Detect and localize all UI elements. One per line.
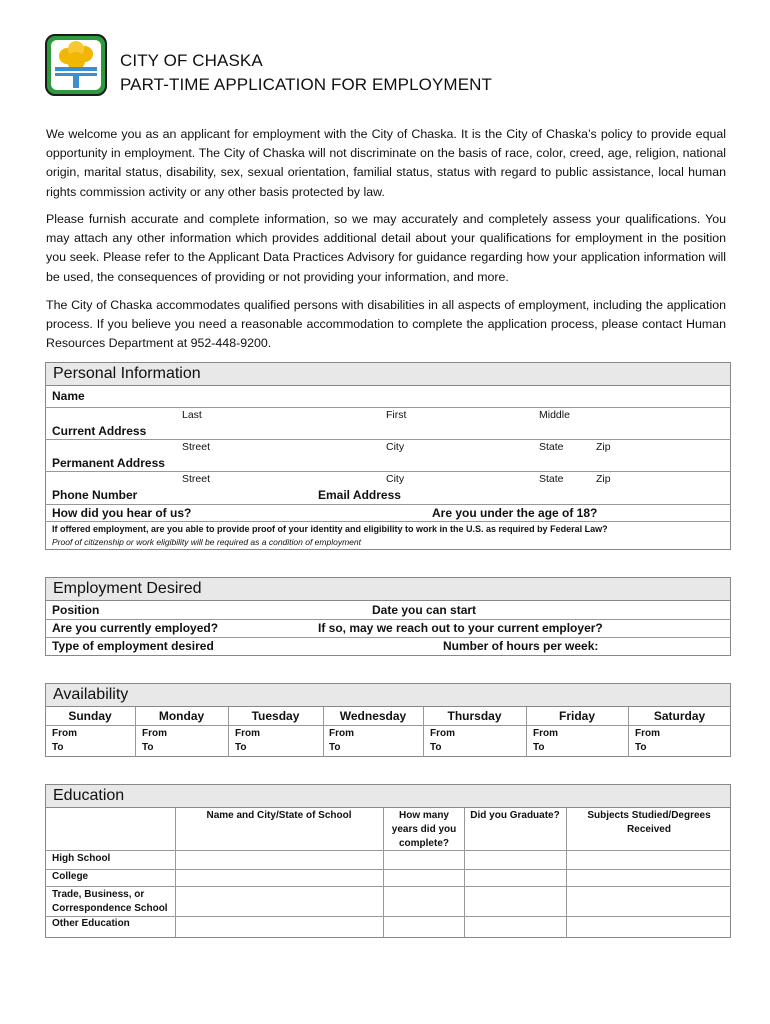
thursday-to: To (430, 742, 442, 753)
monday-from: From (142, 728, 167, 739)
permanent-address-label: Permanent Address (52, 456, 165, 470)
row-high-school: High School (52, 853, 111, 864)
hear-label: How did you hear of us? (52, 506, 192, 520)
tuesday-to: To (235, 742, 247, 753)
name-label: Name (52, 389, 85, 403)
friday-from: From (533, 728, 558, 739)
state-label-permanent: State (539, 473, 564, 485)
day-sunday: Sunday (68, 709, 112, 723)
intro-paragraph-2: Please furnish accurate and complete information, so we may accurately and completely assess your qualifications. You may attach any other information which provides additional detail about your qualifications for employment in the position you seek. Please refer to the Applicant Data Practices Advisory for guidance regarding how your application information will be used, the consequences of providing or not providing your information, and more. (46, 212, 726, 284)
col-years-header: How many years did you complete? (391, 810, 457, 849)
proof-question: If offered employment, are you able to provide proof of your identity and eligibility to work in the U.S. as required by Federal Law? (52, 524, 608, 534)
currently-employed-label: Are you currently employed? (52, 621, 219, 635)
sunday-to: To (52, 742, 64, 753)
friday-to: To (533, 742, 545, 753)
intro-paragraph-1: We welcome you as an applicant for employment with the City of Chaska. It is the City of Chaska’s policy to provide equal opportunity in employment. The City of Chaska will not discriminate on the basis of race, color, creed, age, religion, national origin, marital status, disability, sex, sexual orientation, familial status, status with regard to public assistance, local human rights commission activity or any other basis protected by law. (46, 127, 726, 199)
current-address-label: Current Address (52, 424, 147, 438)
employment-heading: Employment Desired (45, 577, 731, 601)
saturday-from: From (635, 728, 660, 739)
col-school-header: Name and City/State of School (206, 810, 352, 821)
row-other-education: Other Education (52, 918, 130, 929)
age-label: Are you under the age of 18? (432, 506, 598, 520)
thursday-from: From (430, 728, 455, 739)
availability-heading: Availability (45, 683, 731, 707)
tuesday-from: From (235, 728, 260, 739)
col-subjects-header: Subjects Studied/Degrees Received (587, 810, 711, 835)
city-label-current: City (386, 441, 405, 453)
day-monday: Monday (158, 709, 205, 723)
wednesday-to: To (329, 742, 341, 753)
col-graduate-header: Did you Graduate? (470, 810, 560, 821)
zip-label-current: Zip (596, 441, 611, 453)
wednesday-from: From (329, 728, 354, 739)
city-tree-logo-icon (45, 34, 107, 96)
zip-label-permanent: Zip (596, 473, 611, 485)
day-friday: Friday (558, 709, 595, 723)
hours-per-week-label: Number of hours per week: (443, 639, 599, 653)
proof-note: Proof of citizenship or work eligibility will be required as a condition of employment (52, 537, 361, 547)
street-label-current: Street (182, 441, 211, 453)
saturday-to: To (635, 742, 647, 753)
email-label: Email Address (318, 488, 401, 502)
title-city: CITY OF CHASKA (120, 51, 263, 70)
day-wednesday: Wednesday (339, 709, 407, 723)
day-thursday: Thursday (447, 709, 502, 723)
phone-label: Phone Number (52, 488, 138, 502)
start-date-label: Date you can start (372, 603, 477, 617)
first-label: First (386, 409, 407, 421)
day-saturday: Saturday (653, 709, 706, 723)
reach-employer-label: If so, may we reach out to your current employer? (318, 621, 603, 635)
middle-label: Middle (539, 409, 570, 421)
street-label-permanent: Street (182, 473, 211, 485)
employment-type-label: Type of employment desired (52, 639, 214, 653)
city-label-permanent: City (386, 473, 405, 485)
position-label: Position (52, 603, 100, 617)
state-label-current: State (539, 441, 564, 453)
sunday-from: From (52, 728, 77, 739)
row-trade-school: Trade, Business, or Correspondence School (52, 889, 168, 914)
personal-heading: Personal Information (45, 362, 731, 386)
monday-to: To (142, 742, 154, 753)
education-heading: Education (45, 784, 731, 808)
row-college: College (52, 871, 89, 882)
day-tuesday: Tuesday (251, 709, 300, 723)
title-application: PART-TIME APPLICATION FOR EMPLOYMENT (120, 75, 492, 94)
last-label: Last (182, 409, 202, 421)
intro-paragraph-3: The City of Chaska accommodates qualified persons with disabilities in all aspects of employment, including the application process. If you believe you need a reasonable accommodation to complete the application process, please contact Human Resources Department at 952-448-9200. (46, 298, 726, 351)
